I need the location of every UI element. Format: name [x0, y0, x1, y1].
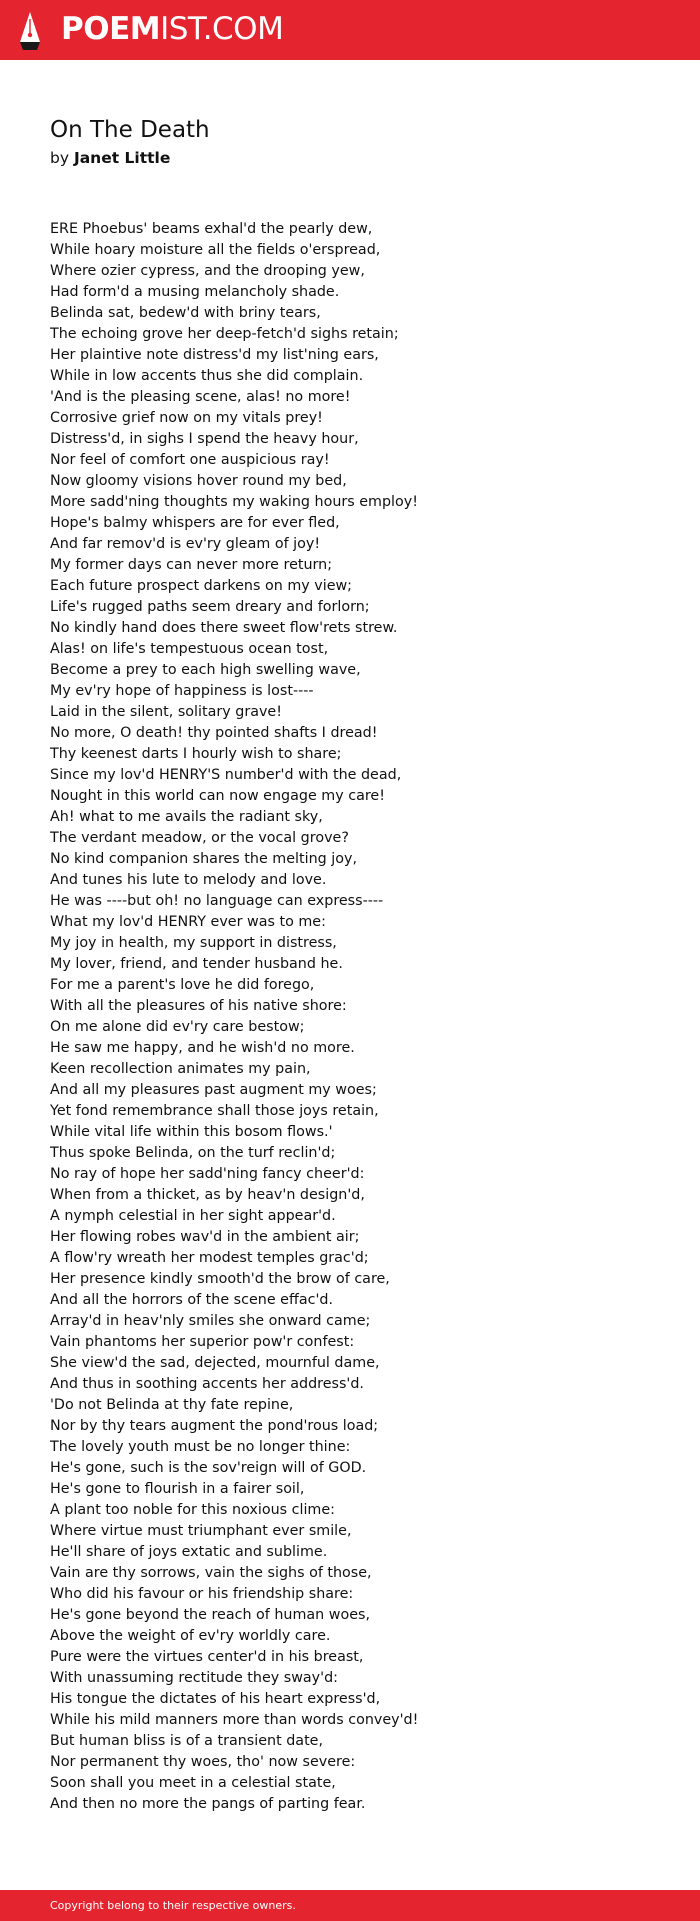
site-header: [0, 0, 700, 60]
poem-line: Hope's balmy whispers are for ever fled,: [50, 515, 340, 531]
poem-line: When from a thicket, as by heav'n design'd,: [50, 1187, 365, 1203]
poem-line: On me alone did ev'ry care bestow;: [50, 1019, 305, 1035]
poem-line: And all my pleasures past augment my woes;: [50, 1082, 377, 1098]
poem-line: Soon shall you meet in a celestial state,: [50, 1775, 336, 1791]
poem-line: Pure were the virtues center'd in his breast,: [50, 1649, 364, 1665]
poem-line: Vain are thy sorrows, vain the sighs of those,: [50, 1565, 372, 1581]
poem-line: He saw me happy, and he wish'd no more.: [50, 1040, 355, 1056]
poem-line: Yet fond remembrance shall those joys retain,: [50, 1103, 379, 1119]
poem-line: Array'd in heav'nly smiles she onward came;: [50, 1313, 371, 1329]
poem-line: Nought in this world can now engage my care!: [50, 788, 385, 804]
poem-line: Thus spoke Belinda, on the turf reclin'd;: [50, 1145, 336, 1161]
poem-line: Now gloomy visions hover round my bed,: [50, 473, 347, 489]
site-footer: [0, 1890, 700, 1921]
poem-line: Belinda sat, bedew'd with briny tears,: [50, 305, 321, 321]
poem-line: A nymph celestial in her sight appear'd.: [50, 1208, 336, 1224]
poem-line: Corrosive grief now on my vitals prey!: [50, 410, 323, 426]
poem-line: 'Do not Belinda at thy fate repine,: [50, 1397, 294, 1413]
poem-line: The lovely youth must be no longer thine:: [50, 1439, 351, 1455]
poem-line: No kindly hand does there sweet flow'rets strew.: [50, 620, 398, 636]
poem-line: Nor permanent thy woes, tho' now severe:: [50, 1754, 356, 1770]
author-name[interactable]: Janet Little: [73, 149, 171, 167]
byline-prefix: by: [50, 149, 70, 167]
poem-line: Where virtue must triumphant ever smile,: [50, 1523, 352, 1539]
poem-line: He's gone beyond the reach of human woes,: [50, 1607, 371, 1623]
copyright-text: Copyright belong to their respective owners.: [50, 1899, 296, 1912]
poem-line: No ray of hope her sadd'ning fancy cheer'd:: [50, 1166, 365, 1182]
poem-line: Alas! on life's tempestuous ocean tost,: [50, 641, 329, 657]
poem-line: With all the pleasures of his native shore:: [50, 998, 347, 1014]
poem-line: And then no more the pangs of parting fear.: [50, 1796, 366, 1812]
poem-line: The verdant meadow, or the vocal grove?: [50, 830, 349, 846]
poem-line: My ev'ry hope of happiness is lost----: [50, 683, 314, 699]
poem-line: She view'd the sad, dejected, mournful dame,: [50, 1355, 380, 1371]
poem-line: More sadd'ning thoughts my waking hours employ!: [50, 494, 418, 510]
poem-line: And all the horrors of the scene effac'd.: [50, 1292, 333, 1308]
poem-line: Her presence kindly smooth'd the brow of care,: [50, 1271, 390, 1287]
poem-line: Nor feel of comfort one auspicious ray!: [50, 452, 330, 468]
poem-line: What my lov'd HENRY ever was to me:: [50, 914, 326, 930]
poem-line: Nor by thy tears augment the pond'rous load;: [50, 1418, 379, 1434]
poem-line: Where ozier cypress, and the drooping yew,: [50, 263, 365, 279]
poem-line: He's gone, such is the sov'reign will of GOD.: [50, 1460, 367, 1476]
poem-line: Become a prey to each high swelling wave,: [50, 662, 361, 678]
poem-line: Had form'd a musing melancholy shade.: [50, 284, 340, 300]
poem-line: Her plaintive note distress'd my list'ning ears,: [50, 347, 379, 363]
poem-line: And tunes his lute to melody and love.: [50, 872, 327, 888]
poem-line: Vain phantoms her superior pow'r confest:: [50, 1334, 355, 1350]
poem-line: No kind companion shares the melting joy,: [50, 851, 357, 867]
poem-line: Distress'd, in sighs I spend the heavy hour,: [50, 431, 359, 447]
poem-line: And far remov'd is ev'ry gleam of joy!: [50, 536, 321, 552]
poem-line: The echoing grove her deep-fetch'd sighs retain;: [50, 326, 399, 342]
logo-text-light: IST.COM: [160, 11, 284, 47]
poem-line: Life's rugged paths seem dreary and forlorn;: [50, 599, 370, 615]
poem-line: He was ----but oh! no language can express----: [50, 893, 384, 909]
poem-line: Laid in the silent, solitary grave!: [50, 704, 282, 720]
poem-line: No more, O death! thy pointed shafts I dread!: [50, 725, 378, 741]
poem-line: Who did his favour or his friendship share:: [50, 1586, 354, 1602]
poem-line: While his mild manners more than words convey'd!: [50, 1712, 419, 1728]
poem-line: Keen recollection animates my pain,: [50, 1061, 311, 1077]
poem-line: With unassuming rectitude they sway'd:: [50, 1670, 338, 1686]
poem-line: While hoary moisture all the fields o'erspread,: [50, 242, 381, 258]
poem-line: My former days can never more return;: [50, 557, 333, 573]
byline: [50, 146, 170, 170]
poem-line: Her flowing robes wav'd in the ambient air;: [50, 1229, 360, 1245]
poem-line: For me a parent's love he did forego,: [50, 977, 315, 993]
pen-nib-icon[interactable]: [18, 11, 42, 51]
poem-line: Above the weight of ev'ry worldly care.: [50, 1628, 331, 1644]
poem-line: Thy keenest darts I hourly wish to share;: [50, 746, 342, 762]
poem-line: A flow'ry wreath her modest temples grac'd;: [50, 1250, 369, 1266]
poem-line: Each future prospect darkens on my view;: [50, 578, 353, 594]
logo-text-bold: POEM: [61, 11, 161, 47]
site-logo-link[interactable]: [61, 11, 283, 47]
poem-line: Ah! what to me avails the radiant sky,: [50, 809, 323, 825]
poem-line: But human bliss is of a transient date,: [50, 1733, 324, 1749]
poem-line: My lover, friend, and tender husband he.: [50, 956, 343, 972]
poem-line: Since my lov'd HENRY'S number'd with the dead,: [50, 767, 402, 783]
poem-line: While vital life within this bosom flows.': [50, 1124, 333, 1140]
poem-line: He's gone to flourish in a fairer soil,: [50, 1481, 305, 1497]
poem-line: While in low accents thus she did complain.: [50, 368, 364, 384]
poem-title: On The Death: [50, 117, 210, 143]
poem-line: A plant too noble for this noxious clime:: [50, 1502, 335, 1518]
poem-line: He'll share of joys extatic and sublime.: [50, 1544, 328, 1560]
poem-line: His tongue the dictates of his heart express'd,: [50, 1691, 381, 1707]
poem-body: [50, 219, 670, 1815]
poem-line: ERE Phoebus' beams exhal'd the pearly dew,: [50, 221, 373, 237]
poem-line: And thus in soothing accents her address'd.: [50, 1376, 364, 1392]
poem-line: My joy in health, my support in distress,: [50, 935, 337, 951]
poem-line: 'And is the pleasing scene, alas! no more!: [50, 389, 351, 405]
